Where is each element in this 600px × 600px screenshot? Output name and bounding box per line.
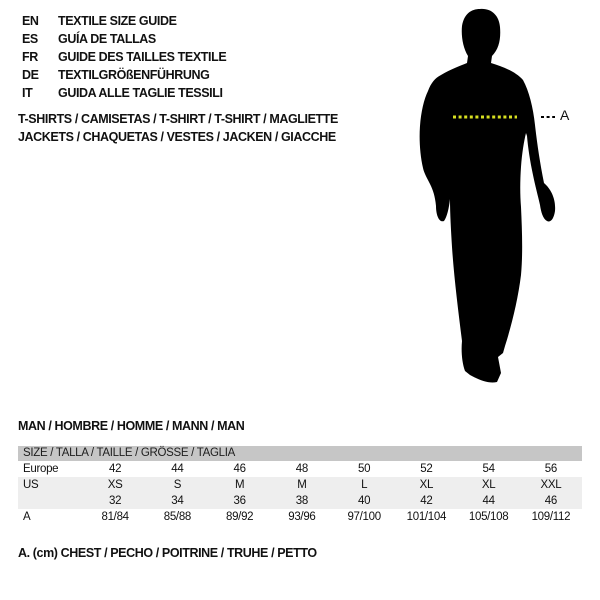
row-label: US xyxy=(23,479,39,491)
table-cell: L xyxy=(361,479,368,491)
table-cell: 109/112 xyxy=(531,511,571,523)
table-cell: 93/96 xyxy=(288,511,316,523)
table-cell: XL xyxy=(419,479,434,491)
category-list xyxy=(18,110,338,146)
language-row xyxy=(22,12,226,30)
section-title-man: MAN / HOMBRE / HOMME / MANN / MAN xyxy=(18,419,245,433)
table-cell: 56 xyxy=(544,463,557,475)
language-row xyxy=(22,84,226,102)
table-cell: 38 xyxy=(295,495,308,507)
language-list xyxy=(22,12,226,102)
man-silhouette-path xyxy=(420,9,556,383)
table-cell: XS xyxy=(107,479,123,491)
category-jackets: JACKETS / CHAQUETAS / VESTES / JACKEN / GIACCHE xyxy=(18,130,336,144)
table-cell: 97/100 xyxy=(347,511,381,523)
language-code: IT xyxy=(22,86,33,100)
table-cell: 42 xyxy=(420,495,433,507)
man-silhouette-figure xyxy=(400,0,585,400)
table-cell: 52 xyxy=(420,463,433,475)
row-label: Europe xyxy=(23,463,59,475)
table-row-us xyxy=(18,477,582,493)
table-cell: M xyxy=(234,479,245,491)
language-title: GUÍA DE TALLAS xyxy=(58,32,156,46)
table-cell: 36 xyxy=(233,495,246,507)
measurement-footnote: A. (cm) CHEST / PECHO / POITRINE / TRUHE / PETTO xyxy=(18,546,317,560)
table-row-europe xyxy=(18,461,582,477)
table-cell: 32 xyxy=(109,495,122,507)
table-cell: 34 xyxy=(171,495,184,507)
size-table-header: SIZE / TALLA / TAILLE / GRÖSSE / TAGLIA xyxy=(18,446,582,461)
language-row xyxy=(22,48,226,66)
table-cell: 50 xyxy=(358,463,371,475)
table-cell: 54 xyxy=(482,463,495,475)
language-code: ES xyxy=(22,32,38,46)
language-code: FR xyxy=(22,50,38,64)
table-cell: 42 xyxy=(109,463,122,475)
table-cell: S xyxy=(173,479,182,491)
size-table xyxy=(18,446,582,525)
table-cell: XXL xyxy=(540,479,562,491)
table-cell: XL xyxy=(481,479,496,491)
table-cell: 89/92 xyxy=(225,511,254,523)
table-cell: 105/108 xyxy=(468,511,509,523)
row-label xyxy=(18,493,84,509)
table-cell: 40 xyxy=(358,495,371,507)
table-row-numeric xyxy=(18,493,582,509)
category-tshirts: T-SHIRTS / CAMISETAS / T-SHIRT / T-SHIRT / MAGLIETTE xyxy=(18,112,338,126)
language-row xyxy=(22,66,226,84)
table-cell: 81/84 xyxy=(101,511,129,523)
table-cell: 101/104 xyxy=(406,511,447,523)
table-cell: 44 xyxy=(171,463,184,475)
table-cell: 85/88 xyxy=(163,511,192,523)
measure-label-a: A xyxy=(560,107,570,123)
man-silhouette-image xyxy=(400,0,585,400)
table-cell: 46 xyxy=(233,463,246,475)
language-title: TEXTILE SIZE GUIDE xyxy=(58,14,177,28)
language-title: TEXTILGRÖßENFÜHRUNG xyxy=(58,68,210,82)
table-cell: 46 xyxy=(544,495,557,507)
row-label: A xyxy=(23,511,31,523)
language-code: DE xyxy=(22,68,39,82)
language-row xyxy=(22,30,226,48)
language-title: GUIDA ALLE TAGLIE TESSILI xyxy=(58,86,223,100)
language-title: GUIDE DES TAILLES TEXTILE xyxy=(58,50,227,64)
table-cell: 44 xyxy=(482,495,495,507)
language-code: EN xyxy=(22,14,39,28)
table-cell: 48 xyxy=(295,463,308,475)
table-cell: M xyxy=(297,479,307,491)
table-row-chest-a xyxy=(18,509,582,525)
